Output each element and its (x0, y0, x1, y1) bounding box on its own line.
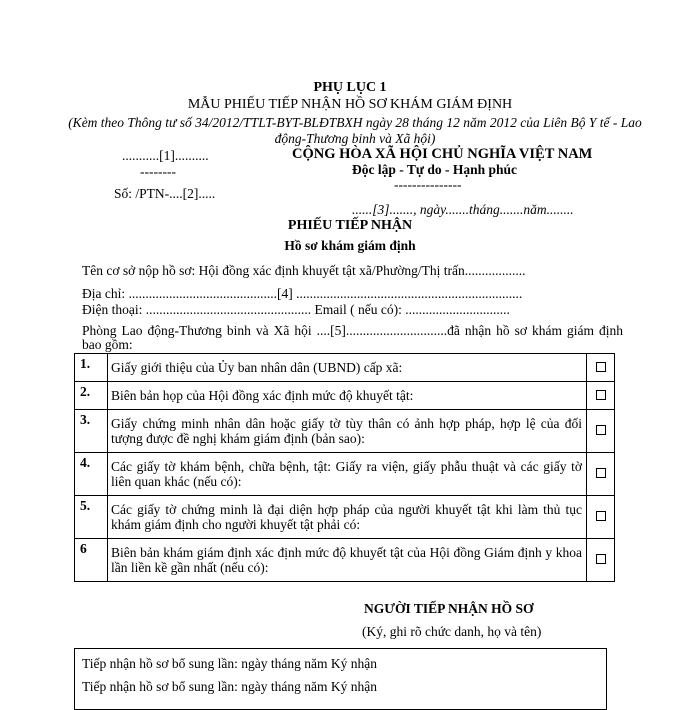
row-number: 3. (75, 410, 108, 453)
documents-table (74, 353, 615, 582)
checkbox[interactable] (587, 354, 615, 382)
document-description: Biên bản họp của Hội đồng xác định mức độ khuyết tật: (108, 382, 587, 410)
national-title: CỘNG HÒA XÃ HỘI CHỦ NGHĨA VIỆT NAM (292, 146, 593, 162)
table-row (75, 354, 615, 382)
signer-title: NGƯỜI TIẾP NHẬN HỒ SƠ (364, 601, 534, 616)
motto-divider: --------------- (394, 177, 462, 192)
organization-field: Tên cơ sở nộp hồ sơ: Hội đồng xác định khuyết tật xã/Phường/Thị trấn.................. (82, 263, 526, 278)
checkbox[interactable] (587, 382, 615, 410)
document-description: Các giấy tờ chứng minh là đại diện hợp pháp của người khuyết tật khi làm thủ tục khám giám định cho người khuyết tật phải có: (108, 496, 587, 539)
checkbox[interactable] (587, 496, 615, 539)
phone-email-field: Điện thoại: ................................................. Email ( nếu có): ............................... (82, 302, 510, 317)
checkbox[interactable] (587, 453, 615, 496)
row-number: 6 (75, 539, 108, 582)
agency-code: ...........[1].......... (122, 148, 209, 163)
row-number: 5. (75, 496, 108, 539)
agency-divider: -------- (140, 164, 176, 179)
signer-note: (Ký, ghi rõ chức danh, họ và tên) (362, 624, 542, 639)
row-number: 1. (75, 354, 108, 382)
date-line: ......[3]......., ngày.......tháng.......năm........ (352, 202, 574, 217)
document-number: Số: /PTN-....[2]..... (114, 186, 216, 201)
table-row (75, 539, 615, 582)
table-row (75, 496, 615, 539)
table-row (75, 453, 615, 496)
address-field: Địa chỉ: ............................................[4] ................................................................... (82, 286, 523, 301)
supplement-line: Tiếp nhận hồ sơ bổ sung lần: ngày tháng năm Ký nhận (82, 679, 377, 694)
receipt-title: PHIẾU TIẾP NHẬN (287, 218, 413, 233)
checkbox-icon (596, 390, 606, 400)
department-field: Phòng Lao động-Thương binh và Xã hội ....[5]..............................đã nhận hồ sơ khám giám định bao gồm: (82, 323, 623, 352)
checkbox-icon (596, 554, 606, 564)
document-description: Các giấy tờ khám bệnh, chữa bệnh, tật: Giấy ra viện, giấy phẫu thuật và các giấy tờ liên quan khác (nếu có): (108, 453, 587, 496)
table-row (75, 410, 615, 453)
national-motto: Độc lập - Tự do - Hạnh phúc (352, 162, 518, 177)
checkbox[interactable] (587, 410, 615, 453)
receipt-subtitle: Hồ sơ khám giám định (284, 238, 416, 253)
attachment-note: (Kèm theo Thông tư số 34/2012/TTLT-BYT-BLĐTBXH ngày 28 tháng 12 năm 2012 của Liên Bộ Y tế - Lao động-Thương binh và Xã hội) (68, 115, 642, 146)
form-title: MẪU PHIẾU TIẾP NHẬN HỒ SƠ KHÁM GIÁM ĐỊNH (187, 97, 513, 112)
checkbox-icon (596, 468, 606, 478)
document-description: Biên bản khám giám định xác định mức độ khuyết tật của Hội đồng Giám định y khoa lần liền kề gần nhất (nếu có): (108, 539, 587, 582)
checkbox-icon (596, 425, 606, 435)
row-number: 4. (75, 453, 108, 496)
document-description: Giấy giới thiệu của Ủy ban nhân dân (UBND) cấp xã: (108, 354, 587, 382)
appendix-title: PHỤ LỤC 1 (313, 80, 387, 95)
checkbox-icon (596, 511, 606, 521)
supplement-line: Tiếp nhận hồ sơ bổ sung lần: ngày tháng năm Ký nhận (82, 656, 377, 671)
checkbox-icon (596, 362, 606, 372)
document-description: Giấy chứng minh nhân dân hoặc giấy tờ tùy thân có ảnh hợp pháp, hợp lệ của đối tượng được đề nghị khám giám định (bản sao): (108, 410, 587, 453)
table-row (75, 382, 615, 410)
row-number: 2. (75, 382, 108, 410)
checkbox[interactable] (587, 539, 615, 582)
